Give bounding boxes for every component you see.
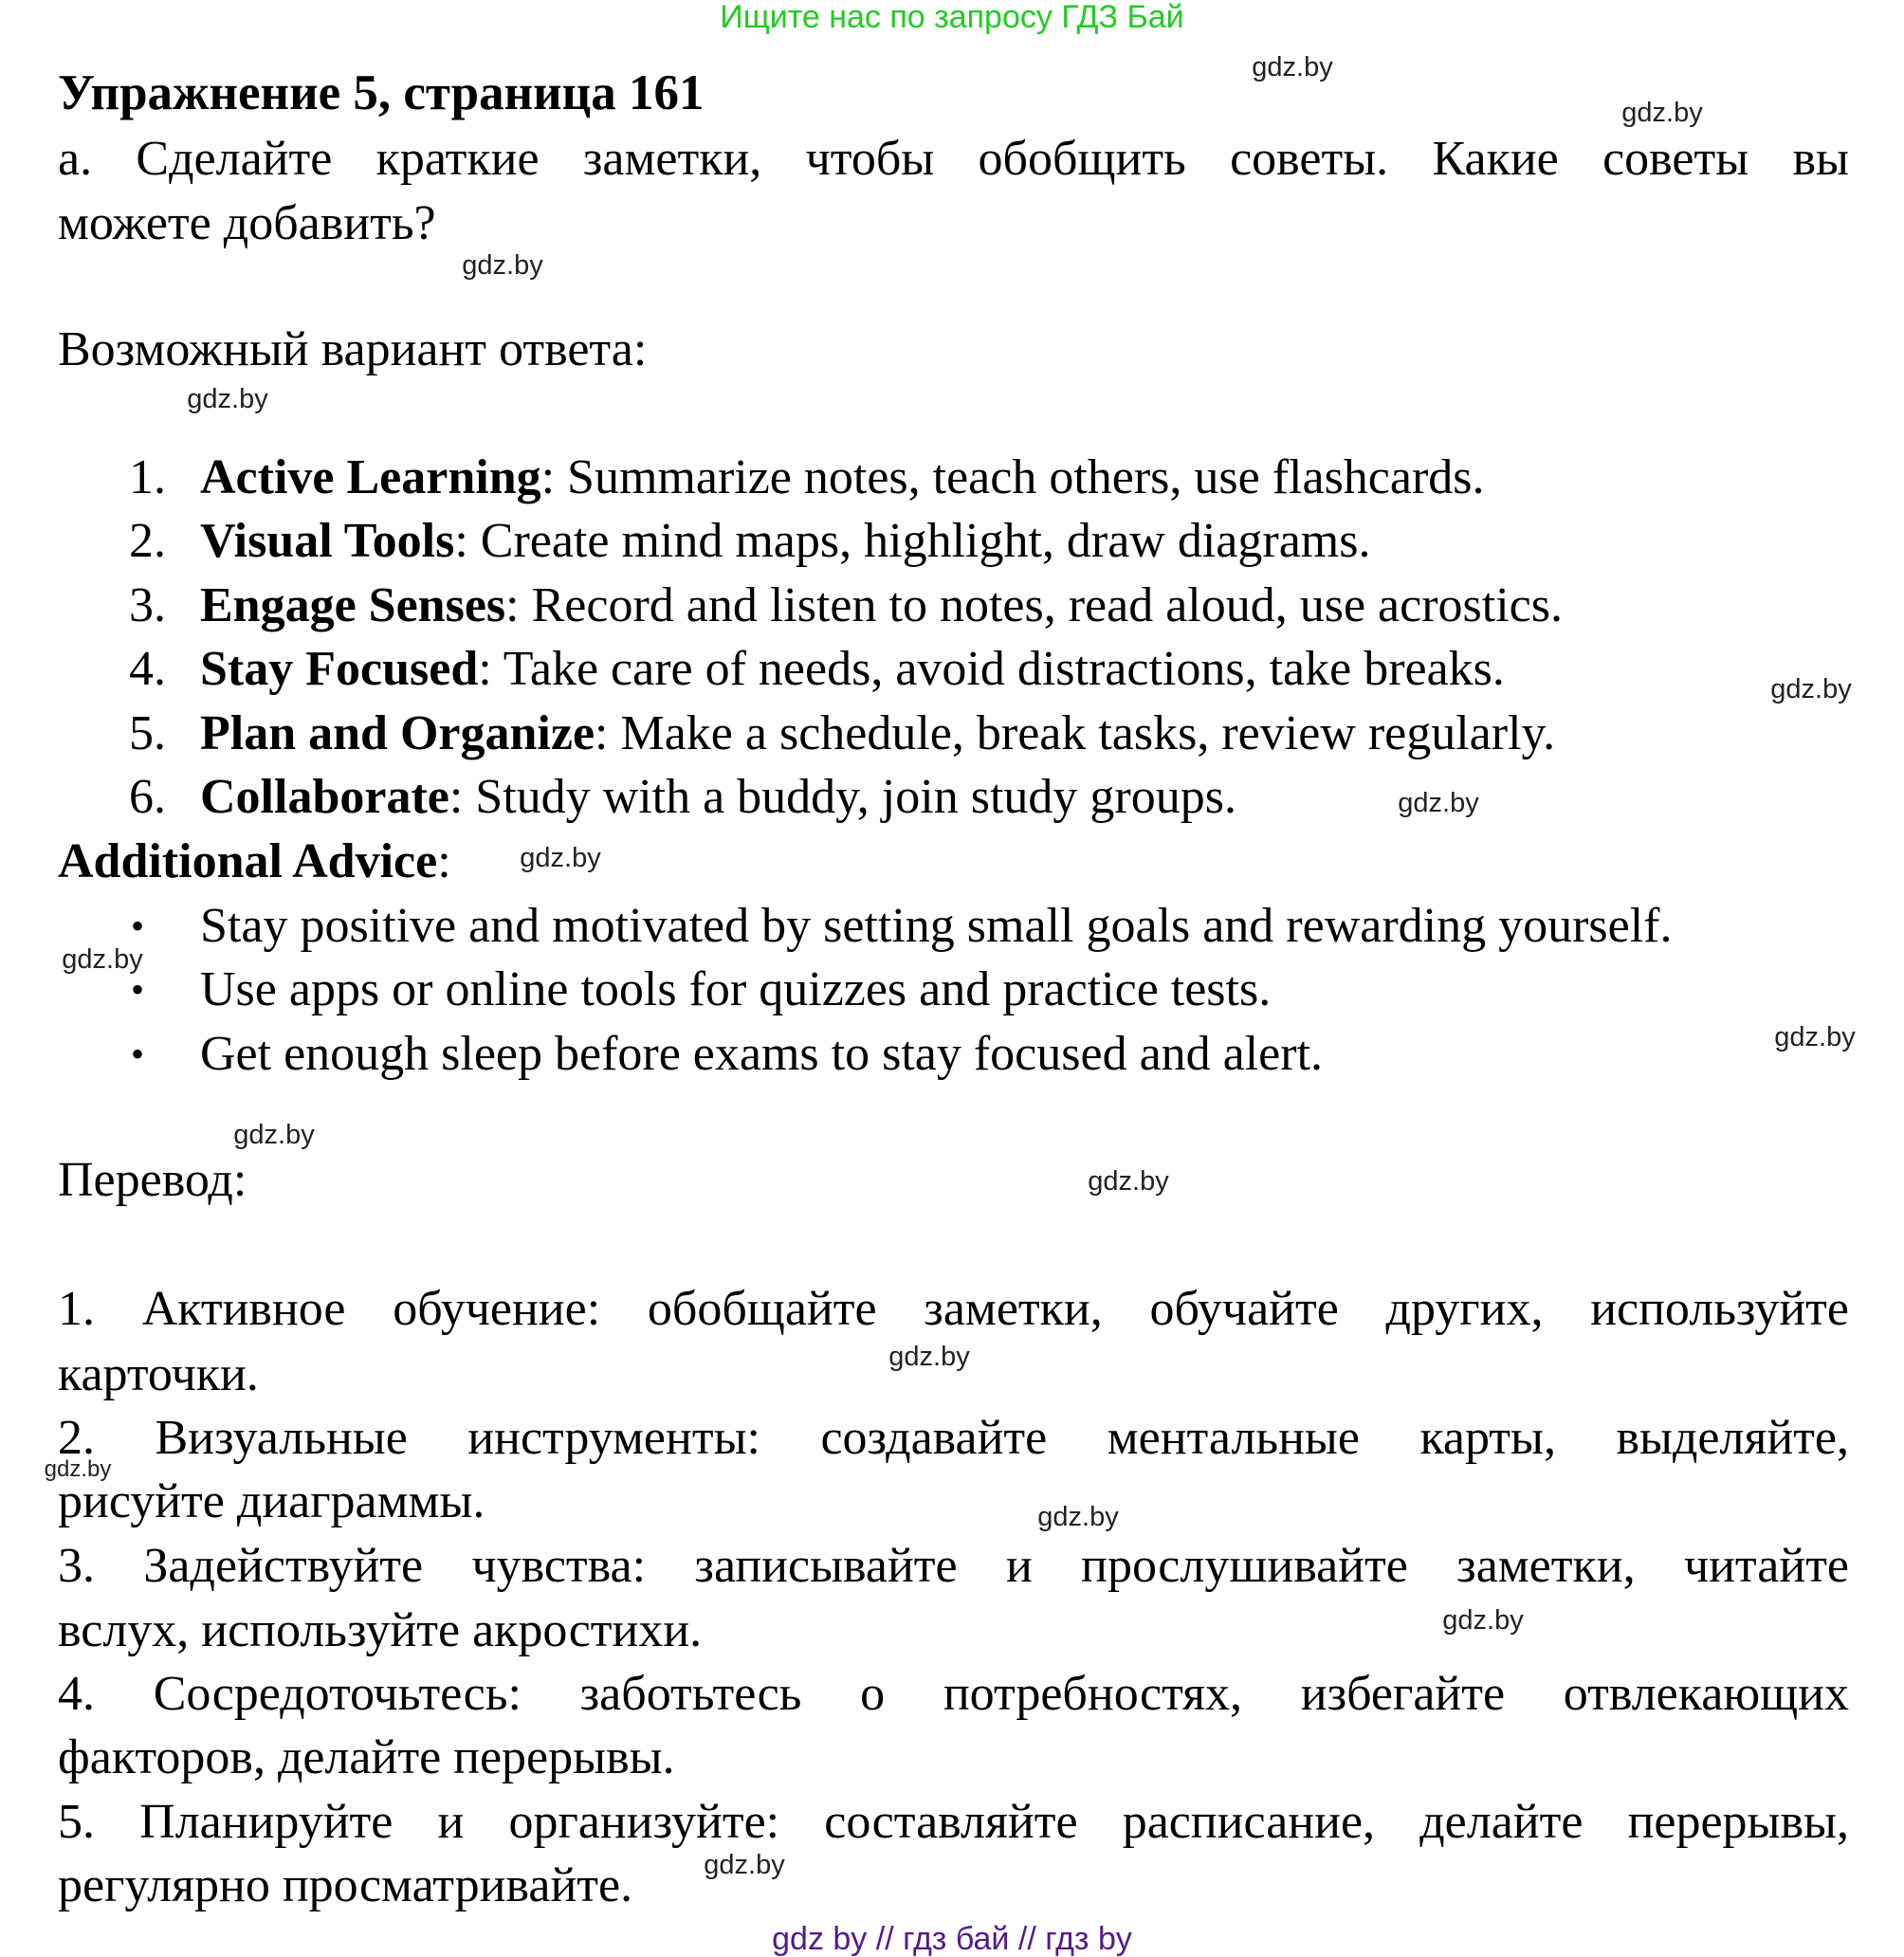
translation-line: карточки. xyxy=(58,1347,259,1401)
watermark: gdz.by xyxy=(1088,1166,1169,1197)
watermark: gdz.by xyxy=(704,1850,785,1880)
tip-title: Stay Focused xyxy=(200,642,479,696)
translation-line: 2. Визуальные инструменты: создавайте ментальные карты, выделяйте, xyxy=(58,1411,1849,1465)
watermark: gdz.by xyxy=(187,384,268,414)
watermark: gdz.by xyxy=(520,843,601,873)
additional-advice-heading: Additional Advice: xyxy=(58,834,451,888)
translation-line: 4. Сосредоточьтесь: заботьтесь о потребностях, избегайте отвлекающих xyxy=(58,1667,1849,1721)
tip-title: Collaborate xyxy=(200,770,449,824)
watermark: gdz.by xyxy=(1252,52,1333,82)
task-line: можете добавить? xyxy=(58,196,436,250)
translation-line: 3. Задействуйте чувства: записывайте и прослушивайте заметки, читайте xyxy=(58,1539,1849,1593)
tip-title: Active Learning xyxy=(200,450,541,504)
watermark: gdz.by xyxy=(62,944,143,975)
watermark: gdz.by xyxy=(888,1342,970,1372)
task-line: а. Сделайте краткие заметки, чтобы обобщить советы. Какие советы вы xyxy=(58,132,1849,186)
tip-title: Plan and Organize xyxy=(200,706,595,760)
answer-label: Возможный вариант ответа: xyxy=(58,322,648,376)
search-banner: Ищите нас по запросу ГДЗ Бай xyxy=(720,0,1184,35)
page-title: Упражнение 5, страница 161 xyxy=(58,65,705,120)
bullet-icon: • xyxy=(131,905,145,947)
footer-links: gdz by // гдз бай // гдз by xyxy=(772,1921,1132,1957)
watermark: gdz.by xyxy=(44,1456,112,1482)
bullet-icon: • xyxy=(131,1033,145,1075)
watermark: gdz.by xyxy=(1398,788,1479,818)
translation-line: 5. Планируйте и организуйте: составляйте расписание, делайте перерывы, xyxy=(58,1795,1849,1849)
watermark: gdz.by xyxy=(233,1120,315,1150)
watermark: gdz.by xyxy=(1621,98,1703,128)
translation-line: вслух, используйте акростихи. xyxy=(58,1603,703,1657)
translation-label: Перевод: xyxy=(58,1153,247,1207)
bullet-icon: • xyxy=(131,968,145,1011)
translation-line: регулярно просматривайте. xyxy=(58,1858,633,1912)
watermark: gdz.by xyxy=(1770,674,1852,704)
translation-line: факторов, делайте перерывы. xyxy=(58,1730,675,1784)
watermark: gdz.by xyxy=(1037,1502,1119,1532)
translation-line: рисуйте диаграммы. xyxy=(58,1474,485,1528)
watermark: gdz.by xyxy=(1442,1605,1524,1636)
tip-title: Engage Senses xyxy=(200,578,506,632)
translation-line: 1. Активное обучение: обобщайте заметки, обучайте других, используйте xyxy=(58,1282,1849,1336)
watermark: gdz.by xyxy=(462,250,543,281)
tip-title: Visual Tools xyxy=(200,514,455,568)
watermark: gdz.by xyxy=(1774,1022,1856,1052)
